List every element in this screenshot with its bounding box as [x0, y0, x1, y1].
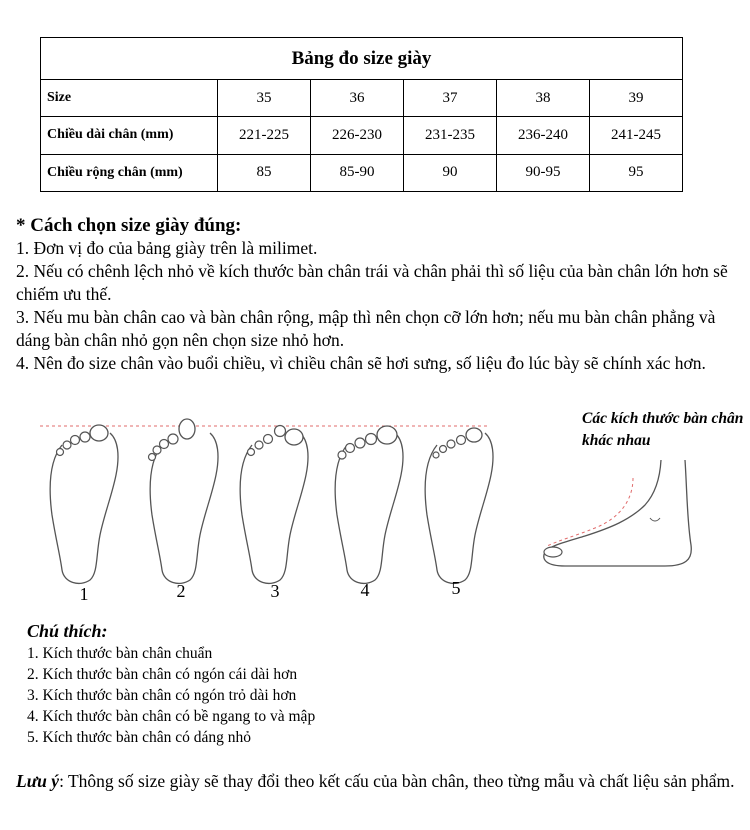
table-cell: 38: [497, 80, 590, 117]
size-chart-table: [40, 37, 683, 192]
foot-shapes-illustration: [30, 415, 500, 610]
foot-1: [50, 425, 118, 583]
guide-item: 3. Nếu mu bàn chân cao và bàn chân rộng, mập thì nên chọn cỡ lớn hơn; nếu mu bàn chân phẳng và dáng bàn chân nhỏ gọn nên chọn size nhỏ hơn.: [16, 307, 716, 350]
row-header-width: Chiều rộng chân (mm): [41, 154, 218, 191]
table-cell: 221-225: [218, 117, 311, 154]
foot-number: 4: [360, 580, 370, 600]
legend-item: 3. Kích thước bàn chân có ngón trỏ dài hơn: [27, 687, 297, 704]
row-header-length: Chiều dài chân (mm): [41, 117, 218, 154]
foot-number: 5: [451, 578, 461, 598]
guide-item: 1. Đơn vị đo của bảng giày trên là milimet.: [16, 238, 318, 258]
foot-5: [425, 428, 493, 583]
foot-4: [335, 426, 403, 583]
table-cell: 35: [218, 80, 311, 117]
table-title: Bảng đo size giày: [41, 38, 683, 80]
table-row: [41, 117, 683, 154]
note-label: Lưu ý: [16, 771, 60, 791]
side-view-foot-illustration: [525, 460, 705, 570]
table-cell: 95: [590, 154, 683, 191]
table-cell: 85-90: [311, 154, 404, 191]
row-header-size: Size: [41, 80, 218, 117]
note: [16, 770, 744, 793]
table-cell: 241-245: [590, 117, 683, 154]
table-cell: 90: [404, 154, 497, 191]
foot-number: 3: [270, 581, 280, 601]
foot-3: [240, 426, 308, 584]
table-cell: 85: [218, 154, 311, 191]
table-cell: 36: [311, 80, 404, 117]
guide-heading: * Cách chọn size giày đúng:: [16, 215, 242, 236]
guide-item: 4. Nên đo size chân vào buổi chiều, vì chiều chân sẽ hơi sưng, số liệu đo lúc bày sẽ chính xác hơn.: [16, 353, 706, 373]
foot-number: 2: [176, 581, 186, 601]
table-cell: 226-230: [311, 117, 404, 154]
legend-item: 1. Kích thước bàn chân chuẩn: [27, 645, 213, 662]
legend-item: 4. Kích thước bàn chân có bề ngang to và mập: [27, 708, 316, 725]
foot-number: 1: [79, 584, 89, 604]
legend-item: 2. Kích thước bàn chân có ngón cái dài hơn: [27, 666, 298, 683]
table-cell: 37: [404, 80, 497, 117]
table-row: [41, 154, 683, 191]
figure-caption: Các kích thước bàn chân khác nhau: [582, 410, 744, 449]
table-cell: 90-95: [497, 154, 590, 191]
note-text: : Thông số size giày sẽ thay đổi theo kết cấu của bàn chân, theo từng mẫu và chất liệu sản phẩm.: [59, 771, 735, 791]
table-title-row: [41, 38, 683, 80]
table-row: [41, 80, 683, 117]
foot-2: [149, 419, 219, 583]
table-cell: 39: [590, 80, 683, 117]
table-cell: 236-240: [497, 117, 590, 154]
size-guide: [16, 214, 741, 375]
guide-item: 2. Nếu có chênh lệch nhỏ về kích thước bàn chân trái và chân phải thì số liệu của bàn chân lớn hơn sẽ chiếm ưu thế.: [16, 261, 728, 304]
table-cell: 231-235: [404, 117, 497, 154]
legend: [27, 620, 315, 748]
legend-item: 5. Kích thước bàn chân có dáng nhỏ: [27, 729, 252, 746]
legend-heading: Chú thích:: [27, 621, 108, 641]
